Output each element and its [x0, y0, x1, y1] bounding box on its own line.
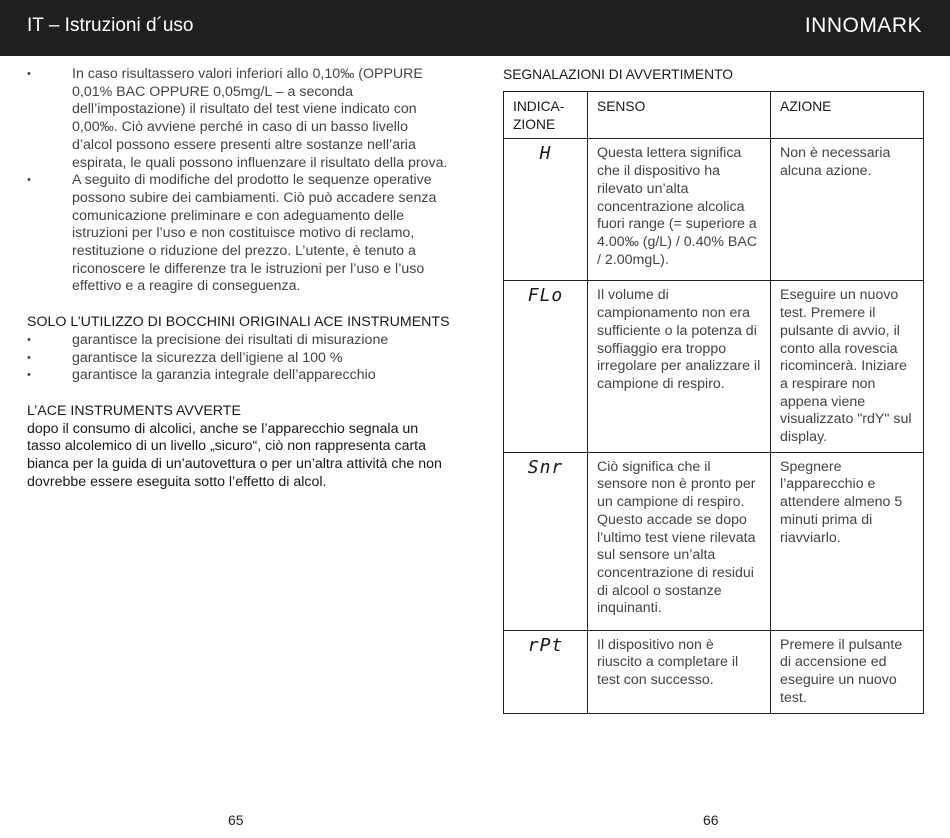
senso-cell: Il volume di campionamento non era sufficiente o la potenza di soffiaggio era troppo irregolare per analizzare il campione di respiro.: [588, 281, 771, 452]
display-code: rPt: [527, 634, 564, 656]
column-header-azione: AZIONE: [771, 92, 924, 139]
page-title: IT – Istruzioni d´uso: [27, 15, 194, 36]
azione-cell: Eseguire un nuovo test. Premere il pulsante di avvio, il conto alla rovescia ricomincerà. Iniziare a respirare non appena viene visualizzato "rdY" sul display.: [771, 281, 924, 452]
left-column: [27, 66, 452, 491]
page-number-left: 65: [228, 812, 244, 828]
mouthpiece-list: [27, 332, 452, 385]
page-number-right: 66: [703, 812, 719, 828]
senso-cell: Il dispositivo non è riuscito a completare il test con successo.: [588, 630, 771, 713]
brand-logo-text: INNOMARK: [804, 14, 922, 37]
table-row: [504, 452, 924, 630]
warnings-title: SEGNALAZIONI DI AVVERTIMENTO: [503, 67, 733, 82]
column-header-indicazione: INDICA- ZIONE: [504, 92, 588, 139]
warning-heading: L’ACE INSTRUMENTS AVVERTE: [27, 402, 241, 419]
column-header-senso: SENSO: [588, 92, 771, 139]
table-row: [504, 139, 924, 281]
azione-cell: Spegnere l’apparecchio e attendere almeno 5 minuti prima di riavviarlo.: [771, 452, 924, 630]
page-header: [0, 0, 950, 56]
display-code: Snr: [527, 456, 564, 478]
azione-cell: Premere il pulsante di accensione ed eseguire un nuovo test.: [771, 630, 924, 713]
list-item: • garantisce la precisione dei risultati di misurazione: [27, 332, 452, 350]
senso-cell: Questa lettera significa che il dispositivo ha rilevato un’alta concentrazione alcolica fuori range (= superiore a 4.00‰ (g/L) / 0.40% BAC / 2.00mgL).: [588, 139, 771, 281]
table-row: [504, 630, 924, 713]
list-item: • A seguito di modifiche del prodotto le sequenze operative possono subire dei cambiamenti. Ciò può accadere senza comunicazione preliminare e con adeguamento delle istruzioni per l’uso e non costituisce motivo di reclamo, restituzione o riduzione del prezzo. L’utente, è tenuto a riconoscere le differenze tra le istruzioni per l’uso e l’uso effettivo e a reagire di conseguenza.: [27, 172, 452, 296]
table-row: [504, 281, 924, 452]
mouthpiece-heading: SOLO L’UTILIZZO DI BOCCHINI ORIGINALI ACE INSTRUMENTS: [27, 314, 450, 331]
display-code: H: [539, 143, 552, 165]
list-item: • In caso risultassero valori inferiori allo 0,10‰ (OPPURE 0,01% BAC OPPURE 0,05mg/L – a seconda dell’impostazione) il risultato del test viene indicato con 0,00‰. Ciò avviene perché in caso di un basso livello d’alcol possono essere presenti altre sostanze nell’aria espirata, le quali possono influenzare il risultato della prova.: [27, 66, 452, 172]
list-item: • garantisce la garanzia integrale dell’apparecchio: [27, 367, 452, 385]
warnings-table: [503, 91, 924, 714]
senso-cell: Ciò significa che il sensore non è pronto per un campione di respiro. Questo accade se dopo l’ultimo test viene rilevata sul sensore un’alta concentrazione di residui di alcool o sostanze inquinanti.: [588, 452, 771, 630]
list-item: • garantisce la sicurezza dell’igiene al 100 %: [27, 350, 452, 368]
azione-cell: Non è necessaria alcuna azione.: [771, 139, 924, 281]
notes-list: [27, 66, 452, 296]
table-header-row: [504, 92, 924, 139]
warning-text: dopo il consumo di alcolici, anche se l’apparecchio segnala un tasso alcolemico di un livello „sicuro“, ciò non rappresenta carta bianca per la guida di un’autovettura o per un’altra attività che non dovrebbe essere eseguita sotto l’effetto di alcol.: [27, 420, 442, 490]
display-code: FLo: [527, 285, 564, 307]
